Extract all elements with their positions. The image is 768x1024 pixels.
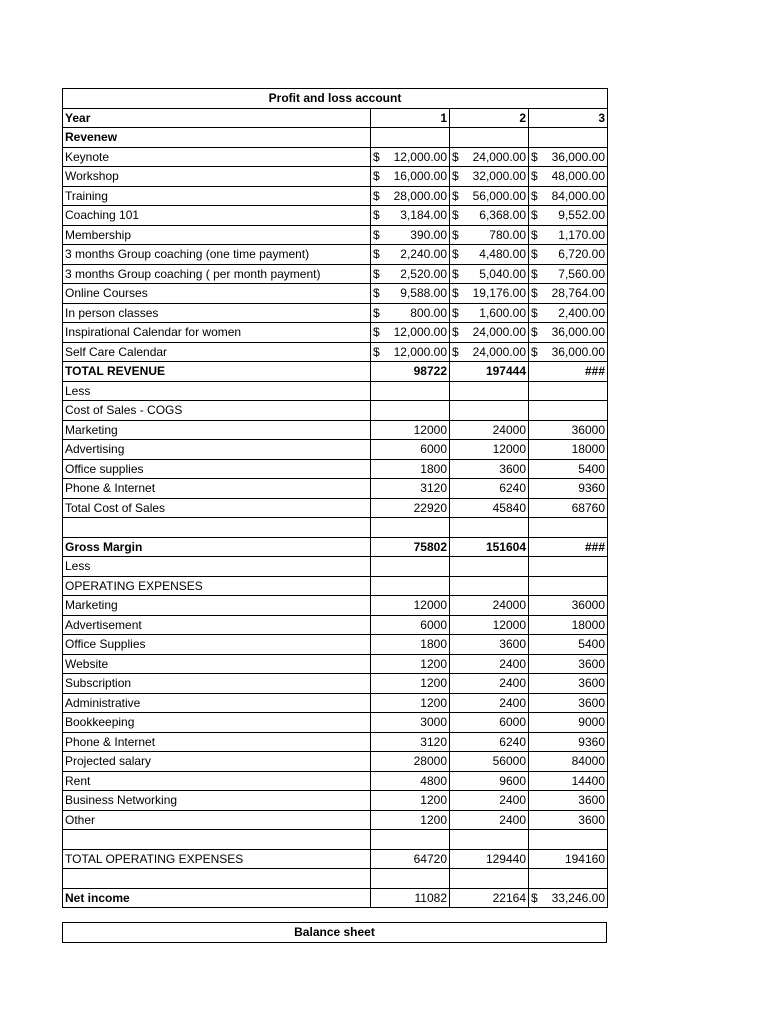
currency-symbol: $ <box>531 227 538 242</box>
row-label: Office Supplies <box>63 635 371 655</box>
amount: 84,000.00 <box>551 188 605 203</box>
amount: 5,040.00 <box>479 266 526 281</box>
revenue-row <box>63 245 608 265</box>
row-label: Bookkeeping <box>63 713 371 733</box>
currency-symbol: $ <box>531 169 538 184</box>
currency-symbol: $ <box>452 149 459 164</box>
value-year-3 <box>529 888 608 908</box>
value-year-2 <box>450 303 529 323</box>
opex-row <box>63 615 608 635</box>
row-label: Phone & Internet <box>63 479 371 499</box>
currency-symbol: $ <box>452 208 459 223</box>
amount: 16,000.00 <box>393 169 447 184</box>
value-year-1: 3120 <box>371 479 450 499</box>
row-label: Rent <box>63 771 371 791</box>
cogs-heading-row-label: Cost of Sales - COGS <box>63 401 371 421</box>
amount: 3,184.00 <box>400 208 447 223</box>
value-year-3: 18000 <box>529 440 608 460</box>
value-year-2: 12000 <box>450 440 529 460</box>
value-year-1 <box>371 186 450 206</box>
currency-symbol: $ <box>373 286 380 301</box>
year-3: 3 <box>529 108 608 128</box>
value-year-1: 1200 <box>371 810 450 830</box>
value-year-3 <box>529 245 608 265</box>
value-year-1: 1800 <box>371 459 450 479</box>
amount: 36,000.00 <box>551 325 605 340</box>
value-year-1: 1200 <box>371 693 450 713</box>
row-label: Inspirational Calendar for women <box>63 323 371 343</box>
opex-heading-row <box>63 576 608 596</box>
row-label: Self Care Calendar <box>63 342 371 362</box>
value-year-1 <box>371 284 450 304</box>
value-year-3 <box>529 264 608 284</box>
row-label: Marketing <box>63 420 371 440</box>
value-year-3: 9000 <box>529 713 608 733</box>
amount: 12,000.00 <box>393 344 447 359</box>
value-year-2: 6240 <box>450 732 529 752</box>
currency-symbol: $ <box>452 188 459 203</box>
value-year-2: 2400 <box>450 654 529 674</box>
amount: 780.00 <box>489 227 526 242</box>
revenue-row <box>63 167 608 187</box>
amount: 12,000.00 <box>393 325 447 340</box>
value-year-2 <box>450 186 529 206</box>
value-year-3 <box>529 323 608 343</box>
row-label: Other <box>63 810 371 830</box>
value-year-2 <box>450 342 529 362</box>
value-year-2: 45840 <box>450 498 529 518</box>
value-year-1: 75802 <box>371 537 450 557</box>
value-year-3: 36000 <box>529 420 608 440</box>
net-income-row <box>63 888 608 908</box>
value-year-3: 5400 <box>529 635 608 655</box>
value-year-3: 3600 <box>529 674 608 694</box>
currency-symbol: $ <box>531 344 538 359</box>
value-year-2: 6000 <box>450 713 529 733</box>
opex-row <box>63 810 608 830</box>
value-year-1: 3120 <box>371 732 450 752</box>
value-year-1: 6000 <box>371 440 450 460</box>
revenue-row <box>63 303 608 323</box>
value-year-2: 9600 <box>450 771 529 791</box>
total-operating-expenses-row <box>63 849 608 869</box>
currency-symbol: $ <box>373 247 380 262</box>
currency-symbol: $ <box>531 890 538 905</box>
year-row <box>63 108 608 128</box>
value-year-2: 197444 <box>450 362 529 382</box>
value-year-2: 151604 <box>450 537 529 557</box>
currency-symbol: $ <box>373 227 380 242</box>
value-year-3: 3600 <box>529 810 608 830</box>
value-year-1: 64720 <box>371 849 450 869</box>
value-year-1: 3000 <box>371 713 450 733</box>
row-label: Projected salary <box>63 752 371 772</box>
value-year-2: 22164 <box>450 888 529 908</box>
title-row <box>63 89 608 109</box>
less-row-2 <box>63 557 608 577</box>
value-year-1: 28000 <box>371 752 450 772</box>
value-year-3: 3600 <box>529 693 608 713</box>
currency-symbol: $ <box>531 247 538 262</box>
value-year-3 <box>529 303 608 323</box>
currency-symbol: $ <box>531 208 538 223</box>
value-year-3: 9360 <box>529 479 608 499</box>
value-year-1: 98722 <box>371 362 450 382</box>
value-year-1 <box>371 303 450 323</box>
value-year-3: ### <box>529 362 608 382</box>
currency-symbol: $ <box>531 149 538 164</box>
value-year-2: 2400 <box>450 810 529 830</box>
opex-row <box>63 654 608 674</box>
row-label: TOTAL OPERATING EXPENSES <box>63 849 371 869</box>
row-label: In person classes <box>63 303 371 323</box>
value-year-3: 5400 <box>529 459 608 479</box>
value-year-3 <box>529 225 608 245</box>
revenue-row <box>63 206 608 226</box>
value-year-1: 1200 <box>371 654 450 674</box>
value-year-3: ### <box>529 537 608 557</box>
value-year-2 <box>450 206 529 226</box>
row-label: Subscription <box>63 674 371 694</box>
amount: 32,000.00 <box>472 169 526 184</box>
amount: 56,000.00 <box>472 188 526 203</box>
amount: 9,588.00 <box>400 286 447 301</box>
row-label: Business Networking <box>63 791 371 811</box>
currency-symbol: $ <box>373 208 380 223</box>
row-label: Total Cost of Sales <box>63 498 371 518</box>
revenue-row <box>63 342 608 362</box>
year-1: 1 <box>371 108 450 128</box>
table-title: Profit and loss account <box>63 89 608 109</box>
amount: 1,600.00 <box>479 305 526 320</box>
value-year-3: 9360 <box>529 732 608 752</box>
value-year-2: 56000 <box>450 752 529 772</box>
opex-row <box>63 674 608 694</box>
value-year-1: 6000 <box>371 615 450 635</box>
value-year-2: 6240 <box>450 479 529 499</box>
profit-loss-table <box>62 88 608 908</box>
value-year-3: 68760 <box>529 498 608 518</box>
value-year-3 <box>529 342 608 362</box>
amount: 2,240.00 <box>400 247 447 262</box>
row-label: Gross Margin <box>63 537 371 557</box>
value-year-3: 36000 <box>529 596 608 616</box>
revenue-row <box>63 323 608 343</box>
amount: 36,000.00 <box>551 149 605 164</box>
opex-row <box>63 771 608 791</box>
value-year-1 <box>371 323 450 343</box>
opex-row <box>63 713 608 733</box>
value-year-1 <box>371 206 450 226</box>
amount: 33,246.00 <box>551 890 605 905</box>
value-year-3 <box>529 147 608 167</box>
spacer-row <box>63 869 608 889</box>
currency-symbol: $ <box>531 266 538 281</box>
currency-symbol: $ <box>531 305 538 320</box>
row-label: Phone & Internet <box>63 732 371 752</box>
cogs-row <box>63 440 608 460</box>
gross-margin-row <box>63 537 608 557</box>
total-revenue-row <box>63 362 608 382</box>
value-year-2: 3600 <box>450 459 529 479</box>
amount: 28,764.00 <box>551 286 605 301</box>
value-year-1: 1200 <box>371 674 450 694</box>
value-year-2: 2400 <box>450 693 529 713</box>
row-label: Advertisement <box>63 615 371 635</box>
currency-symbol: $ <box>452 305 459 320</box>
spacer-row <box>63 518 608 538</box>
row-label: Marketing <box>63 596 371 616</box>
amount: 24,000.00 <box>472 325 526 340</box>
value-year-2 <box>450 264 529 284</box>
value-year-1: 4800 <box>371 771 450 791</box>
value-year-2: 2400 <box>450 674 529 694</box>
revenue-row <box>63 186 608 206</box>
value-year-2: 129440 <box>450 849 529 869</box>
revenue-row <box>63 147 608 167</box>
amount: 7,560.00 <box>558 266 605 281</box>
value-year-1 <box>371 167 450 187</box>
cogs-heading-row <box>63 401 608 421</box>
value-year-1: 1200 <box>371 791 450 811</box>
revenue-row <box>63 284 608 304</box>
opex-row <box>63 596 608 616</box>
value-year-2: 12000 <box>450 615 529 635</box>
amount: 390.00 <box>410 227 447 242</box>
revenue-row <box>63 225 608 245</box>
less-row-1 <box>63 381 608 401</box>
value-year-1: 12000 <box>371 596 450 616</box>
cogs-row <box>63 479 608 499</box>
currency-symbol: $ <box>452 247 459 262</box>
amount: 36,000.00 <box>551 344 605 359</box>
row-label: Membership <box>63 225 371 245</box>
value-year-1: 1800 <box>371 635 450 655</box>
currency-symbol: $ <box>531 286 538 301</box>
row-label: Keynote <box>63 147 371 167</box>
value-year-3: 18000 <box>529 615 608 635</box>
currency-symbol: $ <box>373 266 380 281</box>
value-year-3: 3600 <box>529 654 608 674</box>
balance-sheet-title: Balance sheet <box>62 922 607 943</box>
amount: 2,520.00 <box>400 266 447 281</box>
currency-symbol: $ <box>373 305 380 320</box>
year-label: Year <box>63 108 371 128</box>
total-cost-of-sales-row <box>63 498 608 518</box>
value-year-2: 24000 <box>450 420 529 440</box>
value-year-3 <box>529 206 608 226</box>
value-year-3: 84000 <box>529 752 608 772</box>
currency-symbol: $ <box>452 169 459 184</box>
row-label: Online Courses <box>63 284 371 304</box>
revenue-heading-row <box>63 128 608 148</box>
amount: 24,000.00 <box>472 344 526 359</box>
opex-row <box>63 752 608 772</box>
amount: 28,000.00 <box>393 188 447 203</box>
amount: 24,000.00 <box>472 149 526 164</box>
amount: 19,176.00 <box>472 286 526 301</box>
row-label: 3 months Group coaching ( per month payment) <box>63 264 371 284</box>
opex-row <box>63 732 608 752</box>
row-label: Training <box>63 186 371 206</box>
value-year-1: 12000 <box>371 420 450 440</box>
currency-symbol: $ <box>452 266 459 281</box>
value-year-2 <box>450 167 529 187</box>
currency-symbol: $ <box>452 325 459 340</box>
amount: 12,000.00 <box>393 149 447 164</box>
row-label: 3 months Group coaching (one time payment) <box>63 245 371 265</box>
cogs-row <box>63 420 608 440</box>
value-year-1: 11082 <box>371 888 450 908</box>
currency-symbol: $ <box>373 149 380 164</box>
amount: 6,368.00 <box>479 208 526 223</box>
row-label: Advertising <box>63 440 371 460</box>
row-label: Office supplies <box>63 459 371 479</box>
value-year-2 <box>450 147 529 167</box>
amount: 2,400.00 <box>558 305 605 320</box>
row-label: Website <box>63 654 371 674</box>
currency-symbol: $ <box>531 325 538 340</box>
row-label: Workshop <box>63 167 371 187</box>
value-year-1 <box>371 342 450 362</box>
row-label: Coaching 101 <box>63 206 371 226</box>
year-2: 2 <box>450 108 529 128</box>
spacer-row <box>63 830 608 850</box>
amount: 48,000.00 <box>551 169 605 184</box>
profit-loss-sheet <box>62 88 607 908</box>
amount: 6,720.00 <box>558 247 605 262</box>
value-year-1 <box>371 225 450 245</box>
cogs-row <box>63 459 608 479</box>
currency-symbol: $ <box>452 344 459 359</box>
amount: 9,552.00 <box>558 208 605 223</box>
opex-heading-row-label: OPERATING EXPENSES <box>63 576 371 596</box>
currency-symbol: $ <box>373 325 380 340</box>
value-year-2 <box>450 225 529 245</box>
opex-row <box>63 791 608 811</box>
row-label: Administrative <box>63 693 371 713</box>
currency-symbol: $ <box>452 227 459 242</box>
value-year-2 <box>450 245 529 265</box>
currency-symbol: $ <box>373 188 380 203</box>
opex-row <box>63 635 608 655</box>
currency-symbol: $ <box>373 344 380 359</box>
amount: 4,480.00 <box>479 247 526 262</box>
revenue-heading: Revenew <box>63 128 371 148</box>
less-row-1-label: Less <box>63 381 371 401</box>
row-label: TOTAL REVENUE <box>63 362 371 382</box>
amount: 800.00 <box>410 305 447 320</box>
value-year-1 <box>371 264 450 284</box>
value-year-1 <box>371 147 450 167</box>
value-year-3 <box>529 167 608 187</box>
currency-symbol: $ <box>373 169 380 184</box>
opex-row <box>63 693 608 713</box>
revenue-row <box>63 264 608 284</box>
amount: 1,170.00 <box>558 227 605 242</box>
value-year-3: 3600 <box>529 791 608 811</box>
value-year-2 <box>450 284 529 304</box>
value-year-2 <box>450 323 529 343</box>
value-year-2: 24000 <box>450 596 529 616</box>
value-year-1: 22920 <box>371 498 450 518</box>
value-year-3: 194160 <box>529 849 608 869</box>
value-year-1 <box>371 245 450 265</box>
value-year-3 <box>529 186 608 206</box>
value-year-3: 14400 <box>529 771 608 791</box>
value-year-3 <box>529 284 608 304</box>
row-label: Net income <box>63 888 371 908</box>
less-row-2-label: Less <box>63 557 371 577</box>
currency-symbol: $ <box>452 286 459 301</box>
value-year-2: 3600 <box>450 635 529 655</box>
currency-symbol: $ <box>531 188 538 203</box>
value-year-2: 2400 <box>450 791 529 811</box>
